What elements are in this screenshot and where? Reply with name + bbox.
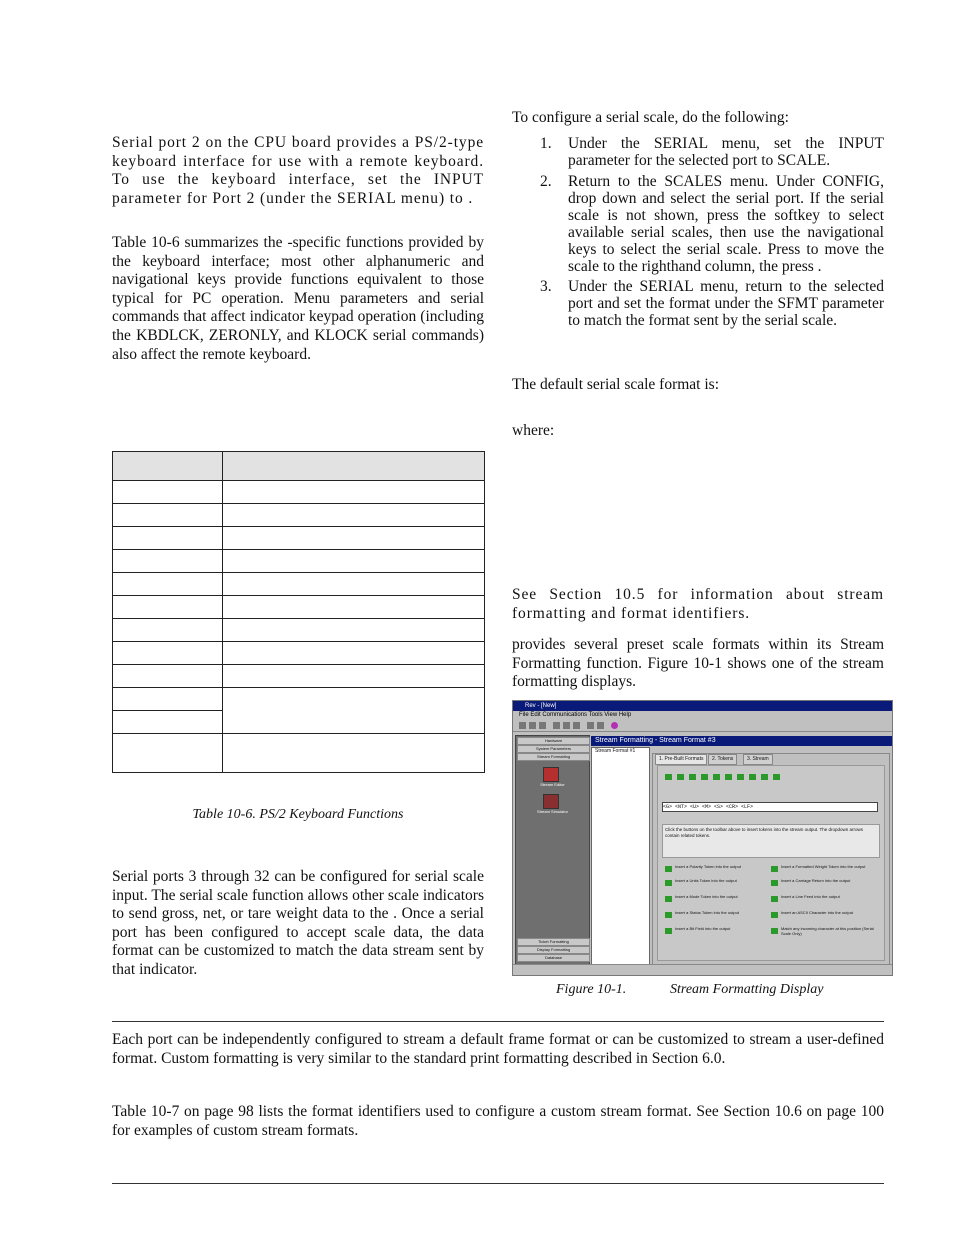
table-row	[113, 573, 485, 596]
see-section-paragraph: See Section 10.5 for information about stream formatting and format identifiers.	[512, 586, 884, 622]
table-row	[113, 481, 485, 504]
tab-stream: 3. Stream	[743, 754, 773, 765]
toolbar	[513, 720, 892, 732]
nav-button: Ticket Formatting	[517, 938, 590, 946]
nav-button: Display Formatting	[517, 946, 590, 954]
title-bar: Rev - [New]	[513, 701, 892, 711]
table-header-row	[113, 452, 485, 481]
stream-format-paragraph-2: Table 10-7 on page 98 lists the format identifiers used to configure a custom stream format. See Section 10.6 on page 100 for examples of custom stream formats.	[112, 1103, 884, 1139]
format-tree: Stream Format #1	[591, 747, 650, 965]
configure-steps	[512, 135, 884, 333]
ps2-paragraph-1: Serial port 2 on the CPU board provides a PS/2-type keyboard interface for use with a remote keyboard. To use the keyboard interface, set the INPUT parameter for Port 2 (under the SERIAL menu) to .	[112, 134, 484, 207]
stream-simulator-icon	[543, 794, 559, 809]
stream-format-paragraph-1: Each port can be independently configured to stream a default frame format or can be customized to stream a user-defined format. Custom formatting is very similar to the standard print formatting described in Section 6.0.	[112, 1031, 884, 1067]
table-row	[113, 527, 485, 550]
table-row	[113, 688, 485, 711]
figure-caption-number: Figure 10-1.	[556, 982, 627, 997]
tab-pre-built: 1. Pre-Built Formats	[655, 754, 707, 765]
keyboard-functions-table	[112, 451, 485, 773]
window-heading: Stream Formatting - Stream Format #3	[591, 736, 892, 746]
presets-paragraph: provides several preset scale formats within its Stream Formatting function. Figure 10-1 shows one of the stream formatting displays.	[512, 636, 884, 691]
format-editor-panel: 1. Pre-Built Formats 2. Tokens 3. Stream <G> <NT> <U> <M> <S> <CR> <LF> Click the buttons on the toolbar above to insert tokens into the stream output. The dropdown arrows contain related tokens. Insert a Polarity Token into the output Insert a Formatted Weight Token into the output Insert a Units Token into the output Insert a Carriage Return into the output Insert a Mode Token into the output Insert a Line Feed into the output Insert a Status Token into the output Insert an ASCII Character into the output Insert a Bit Field into the output Match any incoming character at this position (Serial Scale Only)	[652, 753, 890, 965]
footer-divider	[112, 1183, 884, 1184]
figure-caption-text: Stream Formatting Display	[670, 982, 824, 997]
table-row	[113, 596, 485, 619]
stream-editor-icon	[543, 767, 559, 782]
section-divider	[112, 1021, 884, 1022]
table-row	[113, 504, 485, 527]
hint-text: Click the buttons on the toolbar above to insert tokens into the stream output. The dropdown arrows contain related tokens.	[662, 824, 880, 858]
stream-formatting-screenshot	[512, 700, 893, 976]
nav-button: Stream Formatting	[517, 753, 590, 761]
default-format-label: The default serial scale format is:	[512, 376, 720, 393]
table-header-cell	[223, 452, 485, 481]
ps2-paragraph-2: Table 10-6 summarizes the -specific functions provided by the keyboard interface; most other alphanumeric and navigational keys provide functions equivalent to those typical for PC operation. Menu parameters and serial commands that affect indicator keypad operation (including the KBDLCK, ZERONLY, and KLOCK serial commands) also affect the remote keyboard.	[112, 234, 484, 363]
table-row	[113, 642, 485, 665]
table-caption: Table 10-6. PS/2 Keyboard Functions	[192, 807, 404, 822]
status-bar	[513, 964, 892, 975]
nav-button: Hardware	[517, 737, 590, 745]
serial-scale-paragraph: Serial ports 3 through 32 can be configured for serial scale input. The serial scale function allows other scale indicators to send gross, net, or tare weight data to the . Once a serial port has been configured to accept scale data, the data format can be customized to match the data stream sent by that indicator.	[112, 868, 484, 978]
table-row	[113, 734, 485, 773]
nav-button: System Parameters	[517, 745, 590, 753]
tab-tokens: 2. Tokens	[708, 754, 737, 765]
table-header-cell	[113, 452, 223, 481]
nav-button: Database	[517, 954, 590, 962]
step-item: 2. Return to the SCALES menu. Under CONFIG, drop down and select the serial port. If the serial scale is not shown, press the softkey to select available serial scales, then use the navigational keys to select the serial scale. Press to move the scale to the righthand column, the press .	[540, 172, 884, 275]
table-row	[113, 550, 485, 573]
navigation-panel: Hardware System Parameters Stream Formatting Stream Editor Stream Simulator Ticket Formatting Display Formatting Database	[515, 735, 590, 965]
format-string-field: <G> <NT> <U> <M> <S> <CR> <LF>	[662, 802, 878, 812]
table-row	[113, 619, 485, 642]
step-item: 3. Under the SERIAL menu, return to the selected port and set the format under the SFMT parameter to match the format sent by the serial scale.	[540, 278, 884, 329]
where-label: where:	[512, 422, 555, 439]
menu-bar: File Edit Communications Tools View Help	[519, 712, 632, 718]
configure-intro: To configure a serial scale, do the following:	[512, 109, 789, 126]
table-row	[113, 665, 485, 688]
step-item: 1. Under the SERIAL menu, set the INPUT parameter for the selected port to SCALE.	[540, 135, 884, 169]
